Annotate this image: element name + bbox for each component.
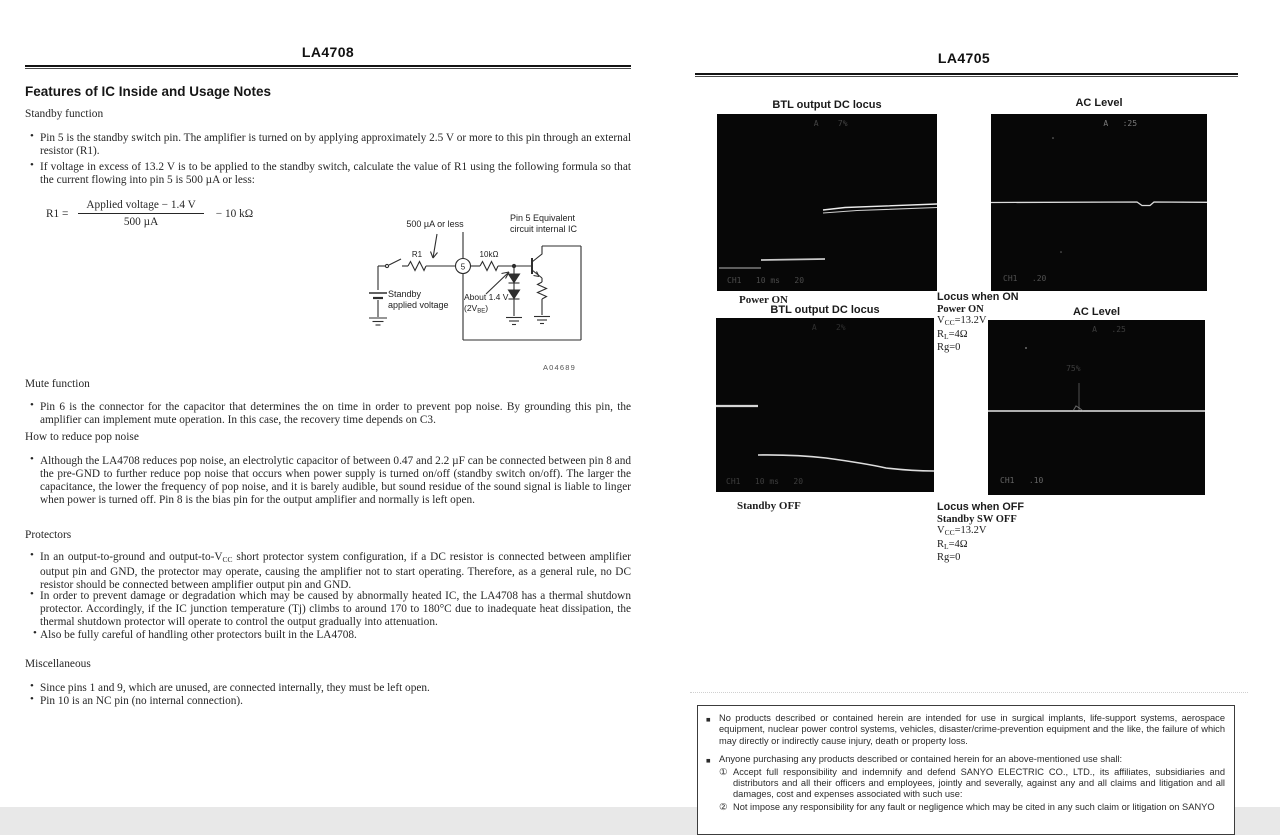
circled-one-icon: ① <box>719 766 728 778</box>
disclaimer-text: No products described or contained herein are intended for use in surgical implants, life-support systems, aerospace equipment, nuclear power control systems, vehicles, disaster/crime-prevention equipment and the like, the failure of which may directly or indirectly cause injury, death or property loss. <box>719 713 1225 746</box>
bullet-item <box>30 399 631 427</box>
bullet-text: Since pins 1 and 9, which are unused, are connected internally, they must be left open. <box>40 682 430 694</box>
bullet-text: In order to prevent damage or degradation which may be caused by abnormally heated IC, the LA4708 has a thermal shutdown protector. Accordingly, if the IC junction temperature (Tj) climbs to around 170 to 180°C due to inadequate heat dissipation, the thermal shutdown protector will operate to control the output gradually into attenuation. <box>40 590 631 628</box>
formula-r1 <box>46 199 253 228</box>
section-heading-pop-noise: How to reduce pop noise <box>25 431 139 443</box>
bullet-dot: • <box>30 680 34 692</box>
bullet-text: Also be fully careful of handling other protectors built in the LA4708. <box>40 629 357 641</box>
circuit-pin-number: 5 <box>460 262 466 272</box>
scope-osd-bottom: CH1 10 ms 20 <box>727 276 805 285</box>
scope-osd-bottom: CH1 10 ms 20 <box>726 477 804 486</box>
bullet-dot: • <box>30 130 34 142</box>
conditions-rl: $R_L=4\Omega$ <box>937 538 968 551</box>
bullet-item <box>30 453 631 507</box>
disclaimer-text: Anyone purchasing any products described or contained herein for an above-mentioned use shall: ① Accept full responsibility and indemnify and defend SANYO ELECTRIC CO., LTD., its affiliates, subsidiaries and distributors and all their officers and employees, jointly and severally, against any and all claims and litigation and all damages, cost and expenses associated with such use: ② Not impose any responsibility for any fault or negligence which may be cited in any such claim or litigation on SANYO <box>719 754 1225 813</box>
scope-osd-mid: 75% <box>1066 364 1081 373</box>
disclaimer-subitem: ② Not impose any responsibility for any fault or negligence which may be cited in any such claim or litigation on SANYO <box>719 801 1215 813</box>
bullet-dot: • <box>30 159 34 171</box>
scope-waveform <box>716 318 934 492</box>
conditions-locus-off <box>937 502 1057 564</box>
bullet-text: If voltage in excess of 13.2 V is to be applied to the standby switch, calculate the value of R1 using the following formula so that the current flowing into pin 5 is 500 µA or less: <box>40 161 631 186</box>
vcc-subscript: CC <box>222 555 233 564</box>
conditions-title: Locus when OFF <box>937 501 1024 513</box>
bullet-item <box>33 627 631 642</box>
circuit-label-equiv-1: Pin 5 Equivalent <box>510 213 576 223</box>
circuit-label-equiv-2: circuit internal IC <box>510 224 578 234</box>
circuit-label-vbe-2: (2VBE) <box>464 303 489 315</box>
section-heading-standby: Standby function <box>25 108 104 120</box>
bullet-dot: • <box>30 693 34 705</box>
scope-title-btl-dc-locus-off: BTL output DC locus <box>770 304 880 316</box>
scope-osd-top: A 2% <box>811 323 846 332</box>
scope-waveform <box>717 114 937 291</box>
bullet-text: Pin 5 is the standby switch pin. The amplifier is turned on by applying approximately 2.5 V or more to this pin through an external resistor (R1). <box>40 132 631 157</box>
circuit-label-r1: R1 <box>411 250 423 259</box>
conditions-rg: Rg=0 <box>937 342 961 354</box>
bullet-item <box>30 588 631 629</box>
scope-waveform <box>988 320 1205 495</box>
scope-title-btl-dc-locus-on: BTL output DC locus <box>772 99 882 111</box>
bullet-text: Pin 10 is an NC pin (no internal connection). <box>40 695 243 707</box>
scope-photo-ac-level-off <box>988 320 1205 495</box>
scope-photo-ac-level-on <box>991 114 1207 291</box>
formula-tail: − 10 kΩ <box>215 207 254 220</box>
scope-title-ac-level-on: AC Level <box>1075 97 1123 109</box>
circuit-label-vbe-1: About 1.4 V <box>464 292 509 302</box>
pin5-equivalent-circuit-diagram <box>338 210 643 378</box>
bullet-dot: • <box>30 549 34 561</box>
conditions-rg: Rg=0 <box>937 552 961 564</box>
right-header-rule <box>695 73 1238 77</box>
formula-fraction <box>78 199 203 228</box>
caption-standby-off: Standby OFF <box>737 500 801 512</box>
bullet-text: Pin 6 is the connector for the capacitor that determines the on time in order to prevent pop noise. By grounding this pin, the amplifier can implement mute operation. In this case, the recovery time depends on C3. <box>40 401 631 426</box>
disclaimer-item <box>706 754 1225 813</box>
caption-power-on: Power ON <box>739 294 788 306</box>
bullet-text: In an output-to-ground and output-$to-V_{CC}$ short protector system configuration, if a DC resistor is connected between amplifier output pin and GND, the protector may operate, causing the amplifier not to start operating. Therefore, as a general rule, no DC resistor should be connected between amplifier output pin and GND. <box>40 551 631 591</box>
bullet-item <box>30 693 631 708</box>
scope-osd-top: A .25 <box>1092 325 1126 334</box>
bullet-dot: • <box>30 399 34 411</box>
left-page-header: LA4708 <box>301 44 355 60</box>
circuit-label-standby-1: Standby <box>388 289 422 299</box>
scope-photo-power-on-dc-locus <box>717 114 937 291</box>
conditions-rl: $R_L=4\Omega$ <box>937 328 968 341</box>
figure-code: A04689 <box>542 363 576 372</box>
formula-lhs: R1 = <box>46 207 69 220</box>
formula-denominator: 500 µA <box>123 216 159 228</box>
scope-osd-bottom: CH1 .10 <box>1000 476 1044 485</box>
bullet-dot: • <box>33 627 37 639</box>
scope-title-ac-level-off: AC Level <box>1072 306 1121 318</box>
conditions-line: Power ON <box>937 303 984 315</box>
circuit-label-10k: 10kΩ <box>479 250 499 259</box>
bullet-text: Although the LA4708 reduces pop noise, an electrolytic capacitor of between 0.47 and 2.2 µF can be connected between pin 8 and the pre-GND to further reduce pop noise that occurs when power supply is turned on/off (standby switch on/off). The larger the capacitance, the lower the frequency of pop noise, and it is barely audible, but sound residue of the sound signal is liable to linger when power is turned off. Pin 8 is the bias pin for the output amplifier and normally is left open. <box>40 455 631 506</box>
scope-osd-top: A :25 <box>1103 119 1138 128</box>
section-heading-mute: Mute function <box>25 378 90 390</box>
bullet-item <box>30 549 631 592</box>
conditions-line: Standby SW OFF <box>937 513 1017 525</box>
square-bullet-icon: ■ <box>706 715 711 724</box>
disclaimer-item <box>706 713 1225 747</box>
conditions-vcc: $V_{CC}=13.2V$ <box>937 525 987 538</box>
section-heading-protectors: Protectors <box>25 529 72 541</box>
right-page-header: LA4705 <box>937 50 991 66</box>
circuit-label-current: 500 µA or less <box>406 219 464 229</box>
section-heading-miscellaneous: Miscellaneous <box>25 658 91 670</box>
bullet-dot: • <box>30 588 34 600</box>
bullet-item <box>30 680 631 695</box>
scope-osd-top: A 7% <box>813 119 848 128</box>
disclaimer-subitem: ① Accept full responsibility and indemnify and defend SANYO ELECTRIC CO., LTD., its affiliates, subsidiaries and distributors and all their officers and employees, jointly and severally, against any and all claims and litigation and all damages, cost and expenses associated with such use: <box>719 766 1225 800</box>
footer-separator <box>690 692 1248 693</box>
scope-waveform <box>991 114 1207 291</box>
scope-osd-bottom: CH1 .20 <box>1003 274 1047 283</box>
formula-numerator: Applied voltage − 1.4 V <box>78 199 203 214</box>
circled-two-icon: ② <box>719 801 728 813</box>
conditions-title: Locus when ON <box>937 291 1019 303</box>
page-title: Features of IC Inside and Usage Notes <box>25 84 272 99</box>
disclaimer-box <box>697 705 1235 835</box>
left-header-rule <box>25 65 631 69</box>
circuit-label-standby-2: applied voltage <box>388 300 449 310</box>
conditions-vcc: $V_{CC}=13.2V$ <box>937 315 987 328</box>
bullet-item <box>30 130 631 158</box>
bullet-dot: • <box>30 453 34 465</box>
bullet-item <box>30 159 631 187</box>
square-bullet-icon: ■ <box>706 756 711 766</box>
scope-photo-standby-off-dc-locus <box>716 318 934 492</box>
